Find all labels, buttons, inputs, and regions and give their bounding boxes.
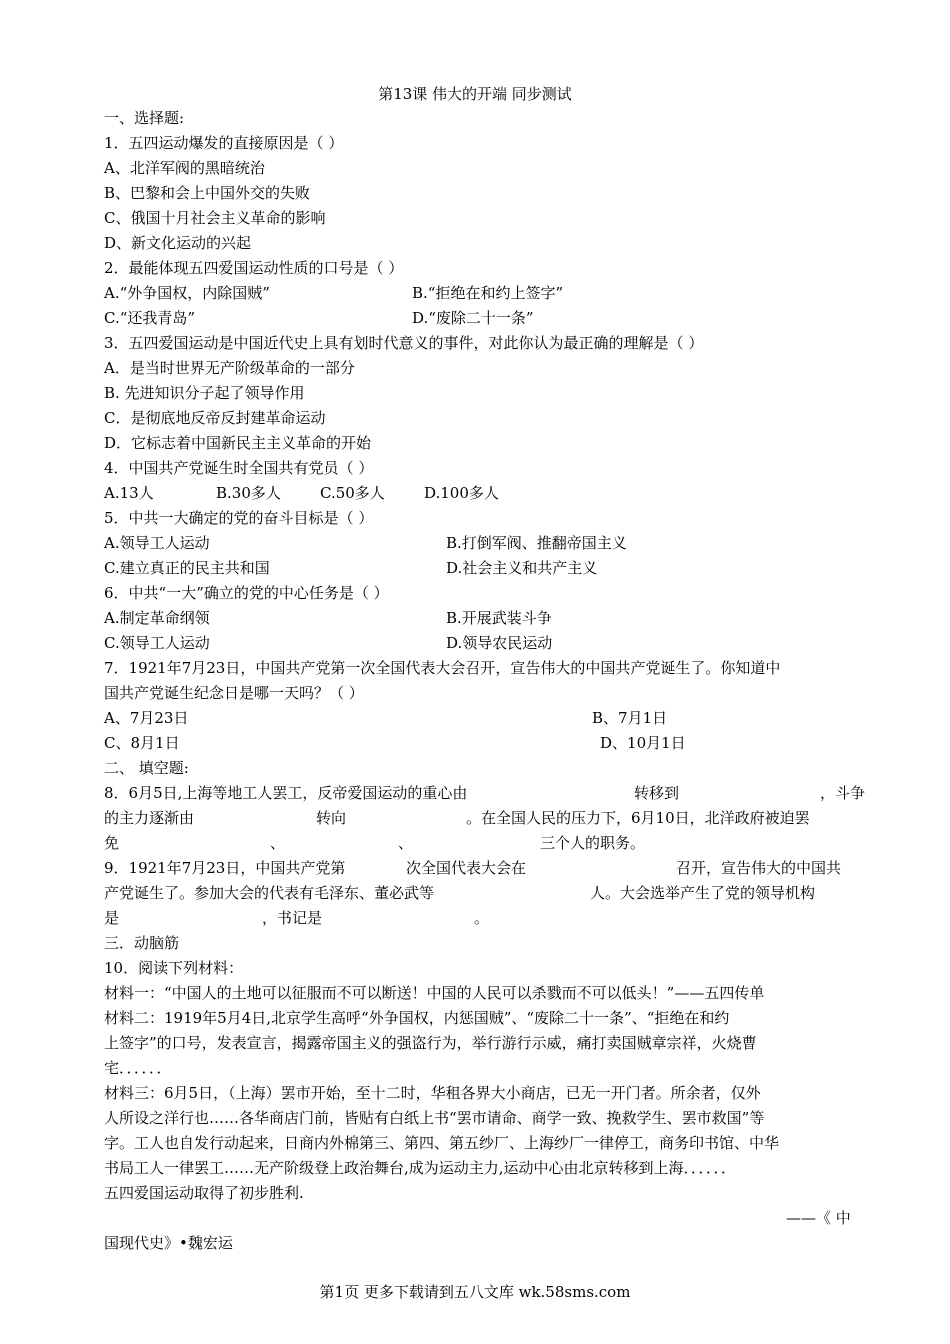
q3-option-c: C．是彻底地反帝反封建革命运动 bbox=[104, 409, 326, 427]
q9-line1-part3: 召开，宣告伟大的中国共 bbox=[676, 859, 842, 877]
q7-option-a: A、7月23日 bbox=[104, 709, 189, 727]
q2-option-b: B.“拒绝在和约上签字” bbox=[412, 284, 564, 302]
material-3-line4: 书局工人一律罢工……无产阶级登上政治舞台,成为运动主力,运动中心由北京转移到上海．．．．．． bbox=[104, 1159, 737, 1177]
q4-option-d: D.100多人 bbox=[424, 484, 499, 502]
q1-option-a: A、北洋军阀的黑暗统治 bbox=[104, 159, 265, 177]
material-3-line5: 五四爱国运动取得了初步胜利. bbox=[104, 1184, 304, 1202]
q8-line1-part1: 8．6月5日,上海等地工人罢工，反帝爱国运动的重心由 bbox=[104, 784, 468, 802]
source-line1: ——《 中 bbox=[786, 1209, 851, 1227]
q5-option-d: D.社会主义和共产主义 bbox=[446, 559, 598, 577]
q8-line2-part3: 。在全国人民的压力下，6月10日，北洋政府被迫罢 bbox=[466, 809, 810, 827]
q8-line3-part2: 、 bbox=[270, 834, 286, 852]
material-2-line1: 材料二：1919年5月4日,北京学生高呼“外争国权，内惩国贼”、“废除二十一条”、“拒绝在和约 bbox=[104, 1009, 730, 1027]
page-footer: 第1页 更多下载请到五八文库 wk.58sms.com bbox=[319, 1283, 631, 1301]
section-fill: 二、 填空题: bbox=[104, 759, 189, 777]
q7-stem-line2: 国共产党诞生纪念日是哪一天吗？（ ） bbox=[104, 684, 364, 702]
q2-stem: 2．最能体现五四爱国运动性质的口号是（ ） bbox=[104, 259, 404, 277]
q5-stem: 5．中共一大确定的党的奋斗目标是（ ） bbox=[104, 509, 374, 527]
q7-option-c: C、8月1日 bbox=[104, 734, 180, 752]
page-title: 第13课 伟大的开端 同步测试 bbox=[378, 85, 572, 103]
q8-line2-part1: 的主力逐渐由 bbox=[104, 809, 195, 827]
q4-option-c: C.50多人 bbox=[320, 484, 385, 502]
q6-option-b: B.开展武装斗争 bbox=[446, 609, 552, 627]
q2-option-d: D.“废除二十一条” bbox=[412, 309, 534, 327]
material-3-line3: 字。工人也自发行动起来，日商内外棉第三、第四、第五纱厂、上海纱厂一律停工，商务印书馆、中华 bbox=[104, 1134, 780, 1152]
q3-option-a: A．是当时世界无产阶级革命的一部分 bbox=[104, 359, 355, 377]
q10-stem: 10．阅读下列材料： bbox=[104, 959, 244, 977]
q1-option-b: B、巴黎和会上中国外交的失败 bbox=[104, 184, 311, 202]
q3-option-b: B. 先进知识分子起了领导作用 bbox=[104, 384, 305, 402]
q2-option-a: A.“外争国权，内除国贼” bbox=[104, 284, 270, 302]
q8-line3-part1: 免 bbox=[104, 834, 120, 852]
q8-line3-part4: 三个人的职务。 bbox=[540, 834, 646, 852]
q1-stem: 1．五四运动爆发的直接原因是（ ） bbox=[104, 134, 344, 152]
q6-option-c: C.领导工人运动 bbox=[104, 634, 210, 652]
q2-option-c: C.“还我青岛” bbox=[104, 309, 196, 327]
q8-line3-part3: 、 bbox=[398, 834, 414, 852]
material-2-line3: 宅．．．．．． bbox=[104, 1059, 172, 1077]
q9-line2-part2: 人。大会选举产生了党的领导机构 bbox=[590, 884, 816, 902]
q9-line2-part1: 产党诞生了。参加大会的代表有毛泽东、董必武等 bbox=[104, 884, 435, 902]
q9-line3-part1: 是 bbox=[104, 909, 120, 927]
q6-option-d: D.领导农民运动 bbox=[446, 634, 553, 652]
q8-line1-part2: 转移到 bbox=[634, 784, 680, 802]
material-3-line1: 材料三：6月5日，（上海）罢市开始，至十二时，华租各界大小商店，已无一开门者。所余者，仅外 bbox=[104, 1084, 761, 1102]
q3-option-d: D．它标志着中国新民主主义革命的开始 bbox=[104, 434, 372, 452]
q7-option-d: D、10月1日 bbox=[600, 734, 686, 752]
q5-option-b: B.打倒军阀、推翻帝国主义 bbox=[446, 534, 627, 552]
q7-option-b: B、7月1日 bbox=[592, 709, 668, 727]
material-2-line2: 上签字”的口号，发表宣言，揭露帝国主义的强盗行为，举行游行示威，痛打卖国贼章宗祥，火烧曹 bbox=[104, 1034, 757, 1052]
q9-line3-part2: ，书记是 bbox=[262, 909, 323, 927]
material-1: 材料一：“中国人的土地可以征服而不可以断送！中国的人民可以杀戮而不可以低头！”——五四传单 bbox=[104, 984, 765, 1002]
q7-stem-line1: 7．1921年7月23日，中国共产党第一次全国代表大会召开，宣告伟大的中国共产党诞生了。你知道中 bbox=[104, 659, 781, 677]
q9-line1-part2: 次全国代表大会在 bbox=[406, 859, 527, 877]
q1-option-d: D、新文化运动的兴起 bbox=[104, 234, 252, 252]
material-3-line2: 人所设之洋行也……各华商店门前，皆贴有白纸上书“罢市请命、商学一致、挽救学生、罢市救国”等 bbox=[104, 1109, 765, 1127]
q5-option-a: A.领导工人运动 bbox=[104, 534, 210, 552]
q4-stem: 4．中国共产党诞生时全国共有党员（ ） bbox=[104, 459, 374, 477]
q8-line1-part3: ，斗争 bbox=[820, 784, 866, 802]
q8-line2-part2: 转向 bbox=[316, 809, 347, 827]
q4-option-a: A.13人 bbox=[104, 484, 154, 502]
q4-option-b: B.30多人 bbox=[216, 484, 281, 502]
q6-stem: 6．中共“一大”确立的党的中心任务是（ ） bbox=[104, 584, 389, 602]
q1-option-c: C、俄国十月社会主义革命的影响 bbox=[104, 209, 326, 227]
source-line2: 国现代史》•魏宏运 bbox=[104, 1234, 233, 1252]
section-choice: 一、选择题: bbox=[104, 109, 185, 127]
section-think: 三．动脑筋 bbox=[104, 934, 180, 952]
q5-option-c: C.建立真正的民主共和国 bbox=[104, 559, 270, 577]
q9-line3-part3: 。 bbox=[474, 909, 490, 927]
q3-stem: 3．五四爱国运动是中国近代史上具有划时代意义的事件，对此你认为最正确的理解是（ ） bbox=[104, 334, 704, 352]
q6-option-a: A.制定革命纲领 bbox=[104, 609, 210, 627]
q9-line1-part1: 9．1921年7月23日，中国共产党第 bbox=[104, 859, 346, 877]
